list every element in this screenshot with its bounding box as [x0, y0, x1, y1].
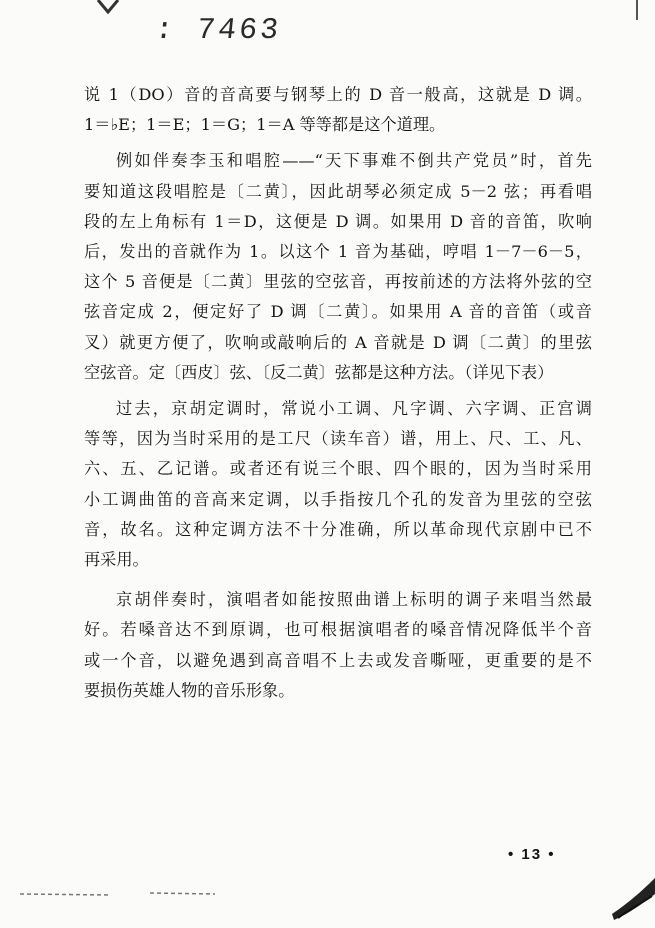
text-line: 等等，因为当时采用的是工尺（读车音）谱，用上、尺、工、凡、 [84, 429, 592, 449]
text-line: 再采用。 [84, 550, 149, 570]
stamp-number: : 7463 [153, 14, 283, 48]
text-line: 过去，京胡定调时，常说小工调、凡字调、六字调、正宫调 [116, 399, 592, 419]
text-line: 音，故名。这种定调方法不十分准确，所以革命现代京剧中已不 [84, 519, 592, 539]
text-line: 1＝♭E；1＝E；1＝G；1＝A 等等都是这个道理。 [84, 115, 446, 135]
scan-corner-mark [96, 0, 122, 14]
scan-edge-artifact [0, 874, 655, 928]
page-number: • 13 • [508, 846, 556, 863]
text-line: 弦音定成 2，便定好了 D 调〔二黄〕。如果用 A 音的音笛（或音 [84, 302, 592, 322]
text-line: 六、五、乙记谱。或者还有说三个眼、四个眼的，因为当时采用 [84, 459, 592, 479]
text-line: 后，发出的音就作为 1。以这个 1 音为基础，哼唱 1－7－6－5， [84, 242, 592, 262]
scan-edge-tick [636, 0, 638, 20]
page-body [84, 80, 592, 706]
text-line: 京胡伴奏时，演唱者如能按照曲谱上标明的调子来唱当然最 [116, 590, 592, 610]
text-line: 或一个音，以避免遇到高音唱不上去或发音嘶哑，更重要的是不 [84, 650, 592, 670]
text-line: 空弦音。定〔西皮〕弦、〔反二黄〕弦都是这种方法。（详见下表） [84, 362, 554, 382]
text-line: 叉）就更方便了，吹响或敲响后的 A 音就是 D 调〔二黄〕的里弦 [84, 332, 592, 352]
text-line: 要知道这段唱腔是〔二黄〕，因此胡琴必须定成 5－2 弦；再看唱 [84, 181, 592, 201]
text-line: 要损伤英雄人物的音乐形象。 [84, 680, 295, 700]
text-line: 段的左上角标有 1＝D，这便是 D 调。如果用 D 音的音笛，吹响 [84, 211, 592, 231]
text-line: 这个 5 音便是〔二黄〕里弦的空弦音，再按前述的方法将外弦的空 [84, 272, 592, 292]
text-line: 好。若嗓音达不到原调，也可根据演唱者的嗓音情况降低半个音 [84, 620, 592, 640]
text-line: 例如伴奏李玉和唱腔——“天下事难不倒共产党员”时，首先 [116, 151, 592, 171]
text-line: 说 1（DO）音的音高要与钢琴上的 D 音一般高，这就是 D 调。 [84, 85, 592, 104]
text-line: 小工调曲笛的音高来定调，以手指按几个孔的发音为里弦的空弦 [84, 489, 592, 509]
